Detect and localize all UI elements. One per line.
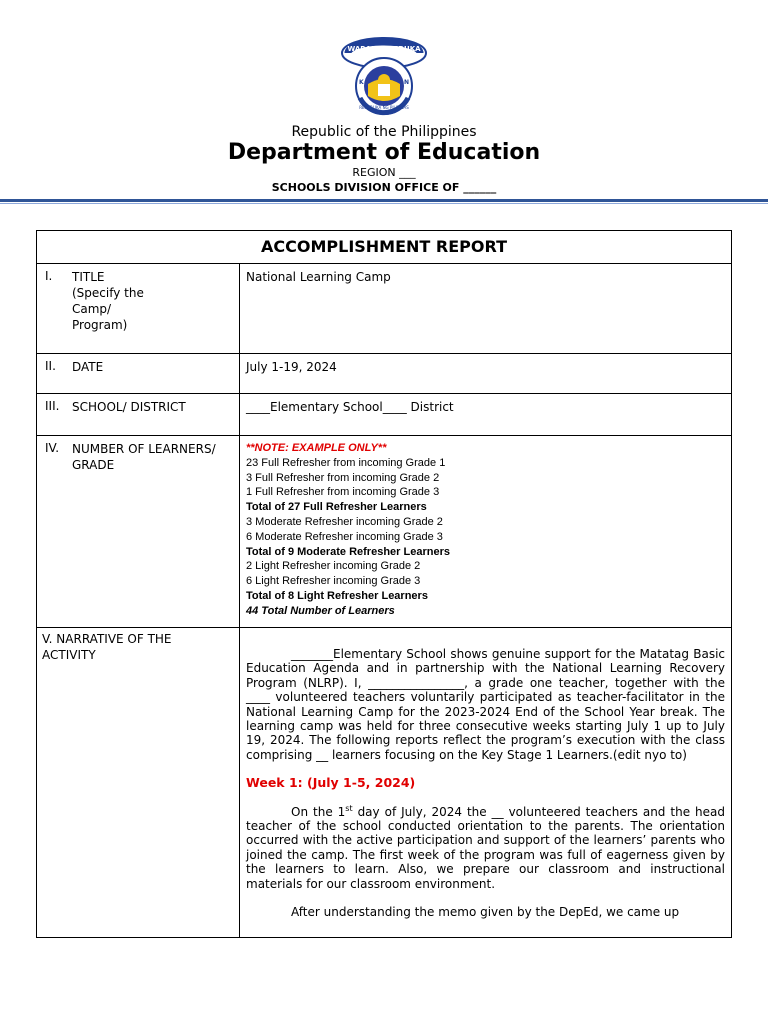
row-school-district <box>37 394 731 436</box>
label-line: (Specify the <box>72 286 144 300</box>
label-line: GRADE <box>72 458 115 472</box>
row-title-value-cell <box>240 264 731 353</box>
header-divider <box>0 199 768 202</box>
row-narrative-label-cell <box>37 628 240 938</box>
learner-subtotal: Total of 27 Full Refresher Learners <box>246 501 427 514</box>
narrative-paragraph: _______Elementary School shows genuine support for the Matatag Basic Education Agenda and in partnership with the National Learning Recovery Program (NLRP). I, ________________, a grade one teacher, together with the ____ volunteered teachers voluntarily participated as teacher-facilitator in the National Learning Camp for the 2023-2024 End of the School Year break. The learning camp was held for three consecutive weeks starting July 1 up to July 19, 2024. The following reports reflect the program’s execution with the class comprising __ learners focusing on the Key Stage 1 Learners.(edit nyo to) <box>246 647 725 762</box>
learner-line: 3 Full Refresher from incoming Grade 2 <box>246 471 440 484</box>
republic-text: Republic of the Philippines <box>291 124 477 140</box>
learner-line: 1 Full Refresher from incoming Grade 3 <box>246 486 440 499</box>
row-number-of-learners <box>37 436 731 628</box>
learner-line: 6 Light Refresher incoming Grade 3 <box>246 575 421 588</box>
row-narrative-value-cell <box>240 628 731 938</box>
label-line: NUMBER OF LEARNERS/ <box>72 442 216 456</box>
row-label <box>72 359 103 375</box>
region-text: REGION ___ <box>352 166 416 179</box>
label-line: TITLE <box>72 270 105 284</box>
row-number: II. <box>45 359 56 373</box>
label-line: ACTIVITY <box>42 648 96 662</box>
row-title <box>37 264 731 354</box>
ordinal-suffix: st <box>345 803 353 813</box>
row-number: III. <box>45 399 60 413</box>
label-line: Program) <box>72 318 128 332</box>
learner-subtotal: Total of 9 Moderate Refresher Learners <box>246 545 450 558</box>
row-number: I. <box>45 269 53 283</box>
seal-top-text: WARAN NG EDUKA <box>347 45 421 53</box>
learner-subtotal: Total of 8 Light Refresher Learners <box>246 589 428 602</box>
row-school-label-cell <box>37 394 240 435</box>
row-school-value-cell <box>240 394 731 435</box>
seal-bottom-text: REPUBLIKA NG PILIPINAS <box>359 105 409 110</box>
row-label <box>42 631 172 663</box>
school-district-value: ____Elementary School____ District <box>246 400 454 414</box>
row-narrative <box>37 628 731 938</box>
label-line: Camp/ <box>72 302 112 316</box>
department-title: Department of Education <box>227 140 541 165</box>
row-date-label-cell <box>37 354 240 393</box>
row-date <box>37 354 731 394</box>
narrative-paragraph <box>246 805 725 891</box>
week-heading: Week 1: (July 1-5, 2024) <box>246 775 416 791</box>
learner-line: 3 Moderate Refresher incoming Grade 2 <box>246 515 443 528</box>
paragraph-text: On the 1 <box>291 804 346 819</box>
row-title-label-cell <box>37 264 240 353</box>
row-number: IV. <box>45 441 60 455</box>
narrative-text <box>246 647 725 920</box>
learners-list <box>246 441 450 619</box>
label-line: DATE <box>72 360 104 374</box>
label-line: V. NARRATIVE OF THE <box>42 632 172 646</box>
learner-grand-total: 44 Total Number of Learners <box>246 604 395 617</box>
row-label <box>72 269 144 333</box>
report-title: ACCOMPLISHMENT REPORT <box>37 231 731 264</box>
example-note: **NOTE: EXAMPLE ONLY** <box>246 442 387 454</box>
date-value: July 1-19, 2024 <box>246 360 337 374</box>
paragraph-text: day of July, 2024 the __ volunteered teachers and the head teacher of the school conducted orientation to the parents. The orientation occurred with the active participation and support of the learners’ parents who joined the camp. The first week of the program was full of eagerness given by the learners to learn. Also, we prepare our classroom and instructional materials for our classroom environment. <box>246 804 725 891</box>
svg-text:K: K <box>359 79 364 86</box>
deped-seal-logo <box>340 36 428 116</box>
label-line: SCHOOL/ DISTRICT <box>72 400 186 414</box>
row-learners-value-cell <box>240 436 731 627</box>
learner-line: 6 Moderate Refresher incoming Grade 3 <box>246 530 443 543</box>
svg-text:N: N <box>404 79 410 86</box>
title-value: National Learning Camp <box>246 270 391 284</box>
learner-line: 23 Full Refresher from incoming Grade 1 <box>246 456 446 469</box>
row-label <box>72 441 216 473</box>
division-office-text: SCHOOLS DIVISION OFFICE OF ______ <box>271 181 497 194</box>
row-label <box>72 399 186 415</box>
narrative-paragraph: After understanding the memo given by the DepEd, we came up <box>291 905 680 920</box>
row-learners-label-cell <box>37 436 240 627</box>
row-date-value-cell <box>240 354 731 393</box>
accomplishment-report-table <box>36 230 732 938</box>
learner-line: 2 Light Refresher incoming Grade 2 <box>246 560 421 573</box>
header-divider-thin <box>0 203 768 204</box>
